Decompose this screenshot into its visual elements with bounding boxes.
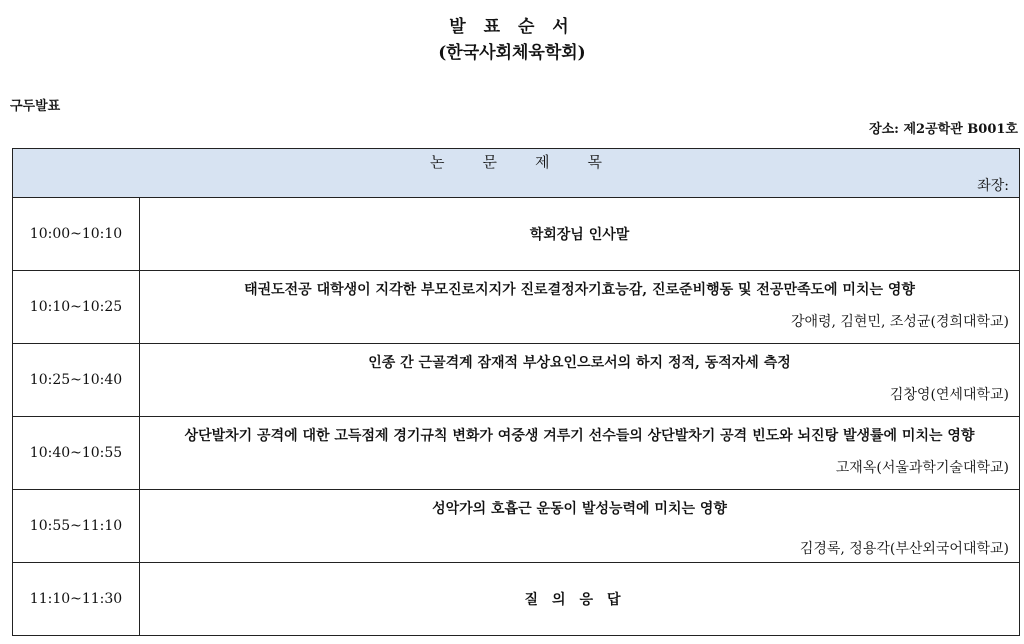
- table-row: [13, 271, 1020, 344]
- time-cell: 10:55~11:10: [13, 490, 140, 563]
- paper-title: 성악가의 호흡근 운동이 발성능력에 미치는 영향: [432, 501, 727, 517]
- paper-title: 질의응답: [140, 563, 1020, 636]
- table-row: [13, 490, 1020, 563]
- venue-info: 장소: 제2공학관 B001호: [869, 122, 1018, 137]
- time-cell: 11:10~11:30: [13, 563, 140, 636]
- paper-authors: 김창영(연세대학교): [889, 387, 1009, 403]
- chair-label: 좌장:: [977, 178, 1009, 194]
- table-header-row: [13, 149, 1020, 198]
- time-cell: 10:40~10:55: [13, 417, 140, 490]
- paper-title: 태권도전공 대학생이 지각한 부모진로지지가 진로결정자기효능감, 진로준비행동 및 전공만족도에 미치는 영향: [244, 282, 915, 298]
- section-label: 구두발표: [10, 99, 61, 114]
- paper-cell: [140, 271, 1020, 344]
- paper-title: 인종 간 근골격계 잠재적 부상요인으로서의 하지 정적, 동적자세 측정: [368, 355, 791, 371]
- table-row: [13, 563, 1020, 636]
- schedule-table: [12, 148, 1020, 636]
- document-header: [0, 14, 1024, 66]
- table-header-cell: [13, 149, 1020, 198]
- paper-cell: [140, 417, 1020, 490]
- paper-authors: 강애령, 김현민, 조성균(경희대학교): [790, 314, 1009, 330]
- time-cell: 10:10~10:25: [13, 271, 140, 344]
- document-title: 발 표 순 서: [449, 17, 575, 37]
- table-row: [13, 198, 1020, 271]
- time-cell: 10:25~10:40: [13, 344, 140, 417]
- table-row: [13, 417, 1020, 490]
- table-header-title: 논문제목: [430, 153, 640, 171]
- paper-authors: 김경록, 정용각(부산외국어대학교): [799, 541, 1009, 557]
- document-subtitle: (한국사회체육학회): [438, 43, 586, 63]
- time-cell: 10:00~10:10: [13, 198, 140, 271]
- paper-cell: [140, 344, 1020, 417]
- paper-title: 학회장님 인사말: [140, 198, 1020, 271]
- table-row: [13, 344, 1020, 417]
- paper-title: 상단발차기 공격에 대한 고득점제 경기규칙 변화가 여중생 겨루기 선수들의 상단발차기 공격 빈도와 뇌진탕 발생률에 미치는 영향: [184, 428, 975, 444]
- paper-cell: [140, 490, 1020, 563]
- paper-authors: 고재옥(서울과학기술대학교): [835, 460, 1009, 476]
